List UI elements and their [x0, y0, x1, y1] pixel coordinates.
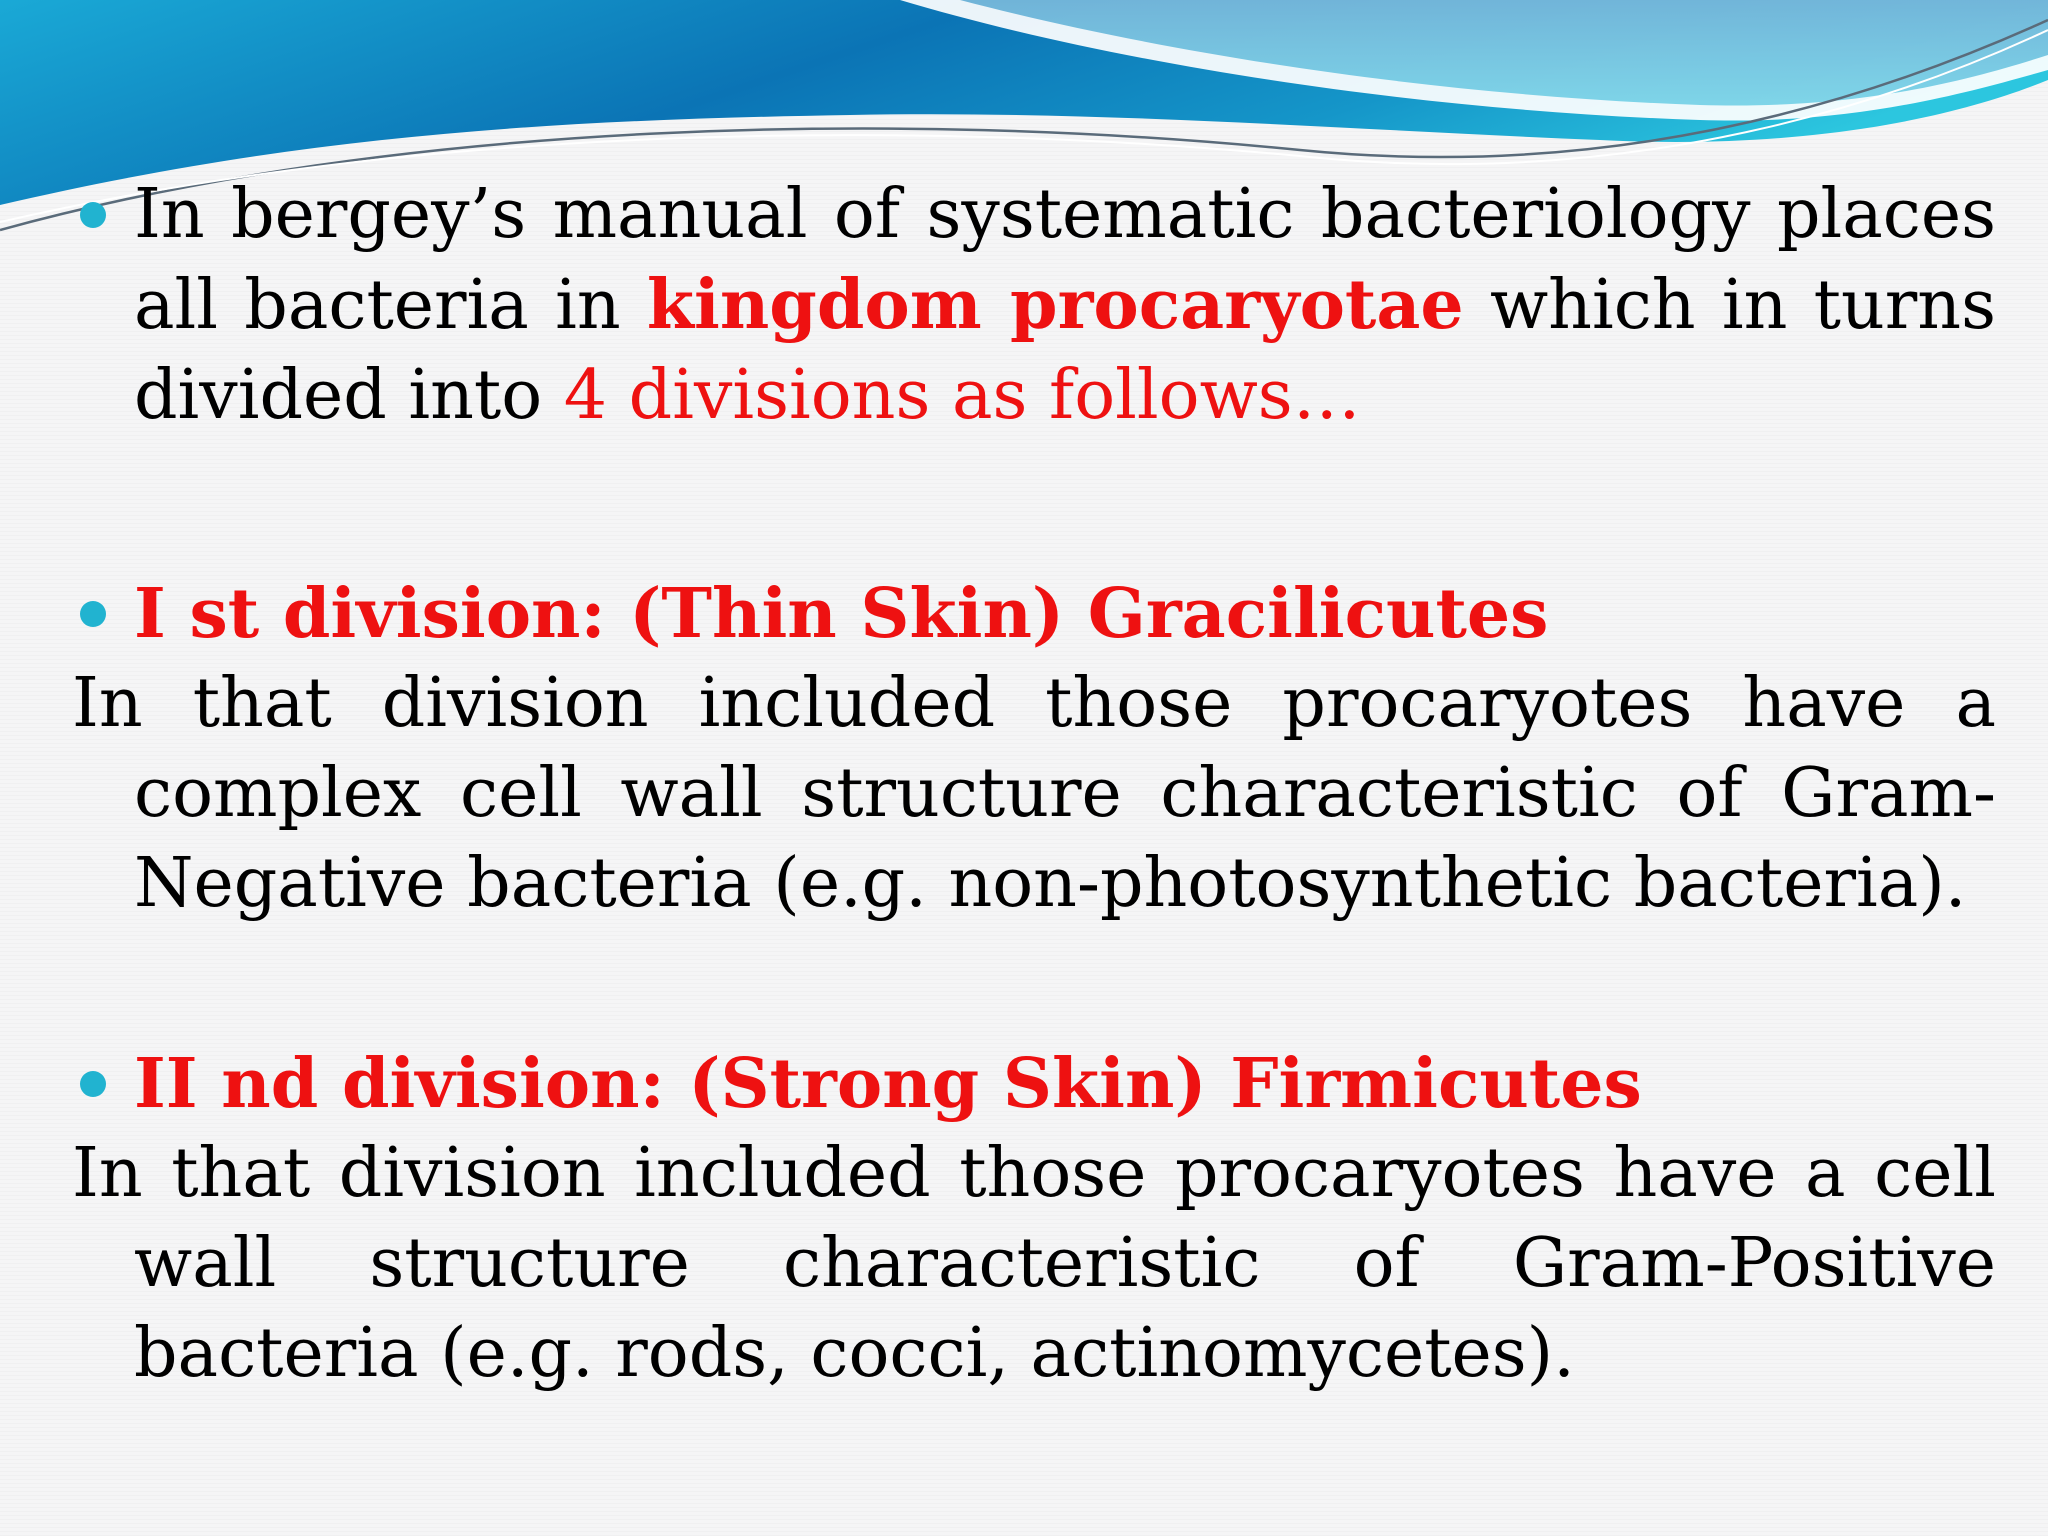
division-1-description: In that division included those procaryotes have a complex cell wall structure characteristic of Gram-Negative bacteria (e.g. non-photosynthetic bacteria).: [72, 664, 1996, 923]
bullet-icon: [80, 601, 106, 627]
intro-text-2: which in turns divided into: [134, 266, 1996, 435]
division-1-heading: I st division: (Thin Skin) Gracilicutes: [72, 569, 1996, 659]
slide-content: [72, 170, 1996, 1399]
intro-paragraph: [72, 170, 1996, 441]
bullet-icon: [80, 1071, 106, 1097]
intro-text-1: In bergey’s manual of systematic bacteriology places all bacteria in: [134, 175, 1996, 345]
kingdom-emphasis: kingdom procaryotae: [646, 265, 1464, 345]
divisions-highlight: 4 divisions as follows…: [563, 356, 1361, 435]
division-2-heading: II nd division: (Strong Skin) Firmicutes: [72, 1039, 1996, 1129]
bullet-icon: [80, 202, 106, 228]
division-2-description: In that division included those procaryotes have a cell wall structure characteristic of Gram-Positive bacteria (e.g. rods, cocci, actinomycetes).: [72, 1134, 1996, 1393]
